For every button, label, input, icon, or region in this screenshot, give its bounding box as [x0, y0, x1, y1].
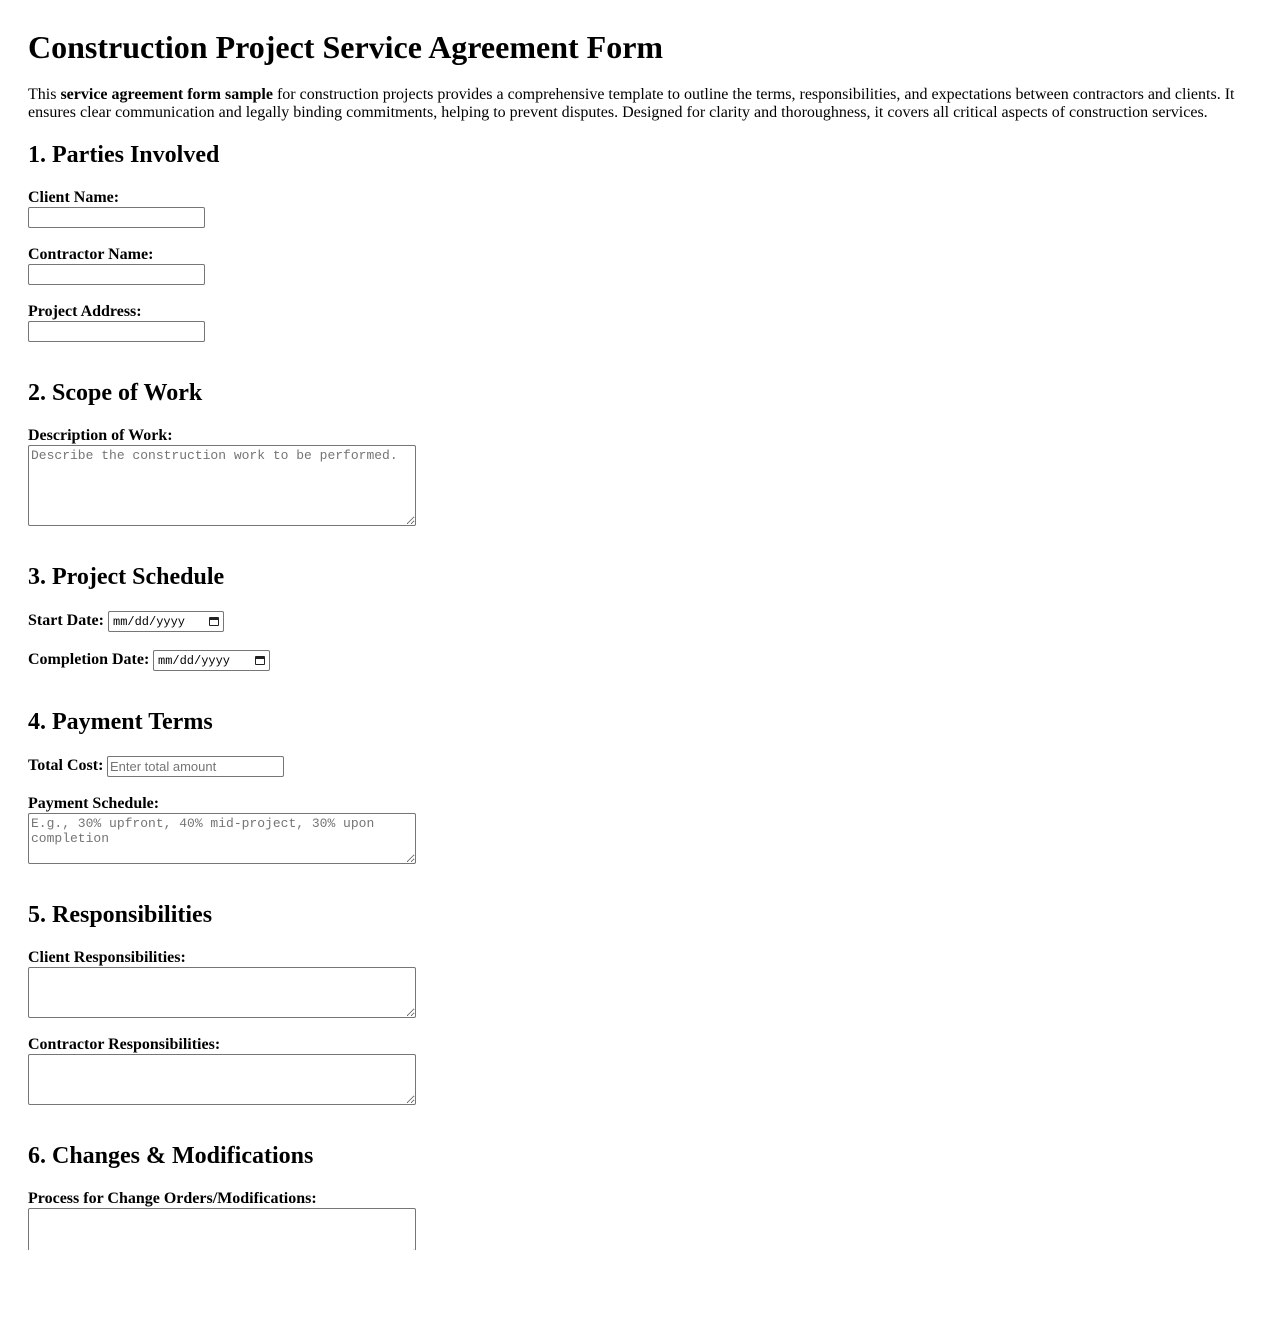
project-address-label: Project Address: [28, 303, 142, 320]
intro-bold: service agreement form sample [60, 86, 273, 103]
start-date-input[interactable] [108, 611, 224, 632]
page-title: Construction Project Service Agreement Form [28, 29, 664, 65]
description-textarea[interactable] [28, 445, 416, 526]
contractor-responsibilities-label: Contractor Responsibilities: [28, 1036, 221, 1053]
change-process-textarea[interactable] [28, 1208, 416, 1250]
date-placeholder: mm/dd/yyyy [158, 653, 231, 668]
completion-date-input[interactable] [153, 650, 270, 671]
section-heading-parties: 1. Parties Involved [28, 142, 220, 168]
start-date-label: Start Date: [28, 612, 104, 629]
payment-schedule-label: Payment Schedule: [28, 795, 160, 812]
calendar-icon[interactable] [209, 617, 219, 626]
section-heading-responsibilities: 5. Responsibilities [28, 902, 213, 928]
intro-text: This [28, 86, 61, 103]
intro-text-rest: for construction projects provides a comprehensive template to outline the terms, responsibilities, and expectations between contractors and clients. It ensures clear communication and legally binding commitments, helping to prevent disputes. Designed for clarity and thoroughness, it covers all critical aspects of construction services. [28, 86, 1235, 121]
contractor-name-input[interactable] [28, 264, 205, 285]
date-placeholder: mm/dd/yyyy [113, 614, 186, 629]
section-heading-changes: 6. Changes & Modifications [28, 1143, 314, 1169]
section-heading-payment: 4. Payment Terms [28, 709, 213, 735]
project-address-input[interactable] [28, 321, 205, 342]
description-label: Description of Work: [28, 427, 173, 444]
payment-schedule-textarea[interactable] [28, 813, 416, 864]
client-responsibilities-label: Client Responsibilities: [28, 949, 186, 966]
completion-date-label: Completion Date: [28, 651, 150, 668]
contractor-name-label: Contractor Name: [28, 246, 154, 263]
client-responsibilities-textarea[interactable] [28, 967, 416, 1018]
total-cost-input[interactable] [107, 756, 284, 777]
total-cost-label: Total Cost: [28, 757, 104, 774]
client-name-label: Client Name: [28, 189, 120, 206]
section-heading-scope: 2. Scope of Work [28, 380, 203, 406]
client-name-input[interactable] [28, 207, 205, 228]
contractor-responsibilities-textarea[interactable] [28, 1054, 416, 1105]
intro-paragraph [28, 86, 1243, 122]
section-heading-schedule: 3. Project Schedule [28, 564, 225, 590]
calendar-icon[interactable] [255, 656, 265, 665]
change-process-label: Process for Change Orders/Modifications: [28, 1190, 317, 1207]
